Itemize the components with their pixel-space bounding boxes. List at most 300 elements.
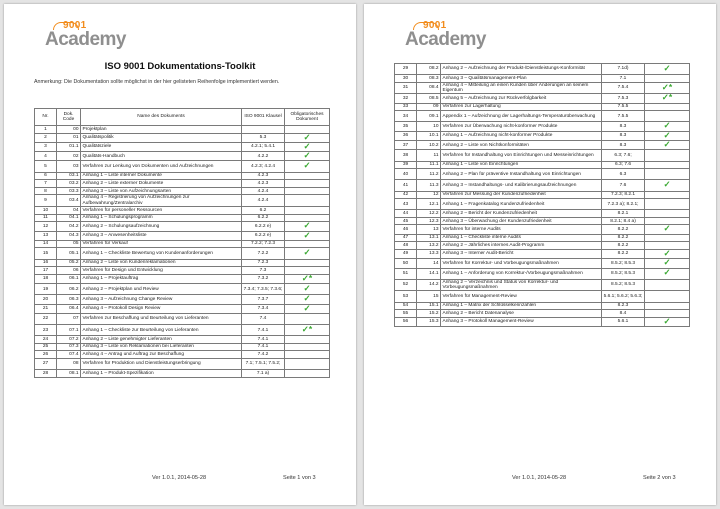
cell-nr: 24	[35, 336, 57, 344]
table-row	[35, 187, 330, 195]
cell-obligatory	[645, 94, 690, 103]
cell-nr: 2	[35, 133, 57, 142]
cell-code: 12.1	[417, 199, 441, 210]
cell-obligatory	[645, 259, 690, 268]
cell-code: 01.1	[57, 142, 81, 151]
cell-obligatory	[285, 295, 330, 304]
academy-logo	[45, 20, 125, 54]
cell-code: 11.1	[417, 161, 441, 169]
cell-name: Anhang 4 – Mitteilung an einen Kunden über Änderungen an seinem Eigentum	[441, 82, 602, 94]
cell-klausel: 7.5.5	[602, 103, 645, 111]
table-row	[395, 279, 690, 291]
cell-code: 08.2	[417, 64, 441, 75]
cell-nr: 13	[35, 231, 57, 240]
cell-name: Verfahren zur Messung der Kundenzufriedenheit	[441, 191, 602, 199]
cell-klausel: 8.3	[602, 122, 645, 131]
cell-obligatory	[645, 249, 690, 258]
cell-obligatory	[285, 240, 330, 248]
cell-nr: 54	[395, 302, 417, 310]
table-row	[35, 222, 330, 231]
checkmark-icon: ✓*	[661, 93, 673, 103]
cell-klausel: 6.3	[602, 169, 645, 180]
cell-klausel: 7.3.4	[242, 304, 285, 313]
cell-code: 06.3	[57, 295, 81, 304]
table-row	[35, 240, 330, 248]
table-row	[35, 214, 330, 222]
cell-nr: 34	[395, 111, 417, 122]
cell-klausel: 4.2.3	[242, 180, 285, 188]
cell-code: 07.2	[57, 336, 81, 344]
cell-nr: 41	[395, 180, 417, 191]
cell-nr: 49	[395, 249, 417, 258]
cell-klausel: 7.1; 7.5.1; 7.5.2;	[242, 359, 285, 370]
checkmark-icon: ✓	[663, 131, 671, 140]
cell-obligatory	[645, 225, 690, 234]
checkmark-icon: ✓	[303, 304, 311, 313]
cell-klausel: 8.2.3	[602, 302, 645, 310]
checkmark-icon: ✓	[663, 258, 671, 268]
cell-code: 04.2	[57, 222, 81, 231]
cell-obligatory	[645, 103, 690, 111]
cell-name: Verfahren für Instandhaltung von Einrichtungen und Messeinrichtungen	[441, 150, 602, 161]
cell-code: 07.4	[57, 351, 81, 359]
cell-obligatory	[645, 161, 690, 169]
cell-nr: 29	[395, 64, 417, 75]
cell-name: Verfahren zur Überwachung nicht-konformer Produkte	[441, 122, 602, 131]
cell-obligatory	[285, 231, 330, 240]
cell-name: Anhang 3 – Anwesenheitsliste	[81, 231, 242, 240]
cell-name: Verfahren für interne Audits	[441, 225, 602, 234]
cell-klausel: 7.3.2	[242, 274, 285, 283]
table-row	[395, 259, 690, 268]
cell-obligatory	[645, 122, 690, 131]
cell-obligatory	[285, 313, 330, 324]
cell-nr: 26	[35, 351, 57, 359]
cell-name: Anhang 3 – Überwachung der Kundenzufriedenheit	[441, 217, 602, 225]
cell-klausel: 7.4.1	[242, 336, 285, 344]
page-title: ISO 9001 Dokumentations-Toolkit	[104, 61, 256, 72]
checkmark-icon: ✓	[663, 224, 671, 234]
cell-name: Anhang 2 – Schulungsaufzeichnung	[81, 222, 242, 231]
table-row	[395, 64, 690, 75]
cell-name: Verfahren für Produktion und Dienstleistungserbringung	[81, 359, 242, 370]
cell-obligatory	[285, 259, 330, 267]
table-row	[35, 207, 330, 215]
table-row	[35, 359, 330, 370]
checkmark-icon: ✓	[303, 133, 311, 142]
cell-nr: 8	[35, 187, 57, 195]
cell-name: Verfahren zur Lagerhaltung	[441, 103, 602, 111]
cell-klausel: 8.2.2	[602, 242, 645, 250]
cell-code: 00	[57, 126, 81, 134]
table-row	[395, 310, 690, 318]
cell-klausel: 7.1	[602, 75, 645, 83]
cell-klausel: 7.3.7	[242, 295, 285, 304]
cell-nr: 6	[35, 172, 57, 180]
cell-code: 08.5	[417, 94, 441, 103]
checkmark-icon: ✓	[663, 317, 671, 326]
cell-code: 01	[57, 133, 81, 142]
cell-name: Anhang 1 – Aufzeichnung nicht-konformer Produkte	[441, 131, 602, 140]
cell-code: 13.3	[417, 249, 441, 258]
cell-klausel: 8.3	[602, 141, 645, 150]
cell-name: Anhang 3 – Qualitätsmanagement-Plan	[441, 75, 602, 83]
cell-obligatory	[645, 310, 690, 318]
cell-nr: 22	[35, 313, 57, 324]
cell-code: 13	[417, 225, 441, 234]
table-row	[395, 225, 690, 234]
cell-obligatory	[285, 195, 330, 207]
cell-code: 06	[57, 267, 81, 275]
cell-code: 13.1	[417, 234, 441, 242]
cell-nr: 20	[35, 295, 57, 304]
cell-klausel: 8.5.2; 8.5.3	[602, 268, 645, 279]
cell-obligatory	[285, 325, 330, 336]
cell-obligatory	[285, 284, 330, 295]
cell-nr: 51	[395, 268, 417, 279]
cell-klausel: 8.4	[602, 310, 645, 318]
cell-obligatory	[285, 214, 330, 222]
cell-obligatory	[645, 317, 690, 326]
cell-name: Qualitäts-Handbuch	[81, 152, 242, 161]
cell-code: 11.2	[417, 169, 441, 180]
cell-code: 02	[57, 152, 81, 161]
cell-klausel: 7.4	[242, 313, 285, 324]
table-row	[35, 304, 330, 313]
table-row	[395, 302, 690, 310]
cell-klausel: 7.2.3	[242, 259, 285, 267]
table-row	[395, 169, 690, 180]
cell-obligatory	[285, 207, 330, 215]
cell-obligatory	[285, 187, 330, 195]
table-row	[395, 317, 690, 326]
cell-obligatory	[285, 126, 330, 134]
cell-code: 10.2	[417, 141, 441, 150]
checkmark-icon: ✓	[303, 283, 311, 294]
cell-klausel: 7.4.1	[242, 325, 285, 336]
cell-obligatory	[645, 291, 690, 302]
cell-code: 15	[417, 291, 441, 302]
cell-obligatory	[285, 359, 330, 370]
table-row	[395, 75, 690, 83]
cell-code: 07.1	[57, 325, 81, 336]
cell-nr: 7	[35, 180, 57, 188]
table-row	[395, 242, 690, 250]
cell-code: 14.1	[417, 268, 441, 279]
cell-obligatory	[285, 161, 330, 172]
table-row	[35, 336, 330, 344]
cell-klausel: 5.6.1	[602, 317, 645, 326]
checkmark-icon: ✓*	[301, 324, 313, 334]
cell-name: Anhang 2 – Bericht Datenanalyse	[441, 310, 602, 318]
cell-klausel: 8.2.2	[602, 234, 645, 242]
table-row	[35, 259, 330, 267]
cell-name: Anhang 3 – Liste von Aufzeichnungsarten	[81, 187, 242, 195]
cell-klausel: 6.2	[242, 207, 285, 215]
document-page-2	[364, 4, 716, 505]
table-row	[35, 343, 330, 351]
cell-nr: 44	[395, 210, 417, 218]
cell-obligatory	[645, 169, 690, 180]
checkmark-icon: ✓	[663, 179, 671, 190]
cell-code: 15.3	[417, 317, 441, 326]
cell-klausel: 8.2.1	[602, 210, 645, 218]
cell-obligatory	[645, 141, 690, 150]
cell-nr: 19	[35, 284, 57, 295]
cell-nr: 37	[395, 141, 417, 150]
cell-klausel: 6.3; 7.6	[602, 161, 645, 169]
footer-version: Ver 1.0.1, 2014-05-28	[152, 475, 207, 481]
cell-obligatory	[285, 180, 330, 188]
cell-obligatory	[645, 242, 690, 250]
table-row	[35, 325, 330, 336]
checkmark-icon: ✓	[663, 140, 671, 150]
cell-code: 08.3	[417, 75, 441, 83]
checkmark-icon: ✓	[303, 294, 311, 304]
cell-nr: 39	[395, 161, 417, 169]
cell-klausel: 8.2.2	[602, 225, 645, 234]
cell-nr: 28	[35, 370, 57, 378]
table-row	[395, 150, 690, 161]
table-row	[395, 291, 690, 302]
table-row	[35, 161, 330, 172]
cell-name: Anhang 2 – Plan für präventive Instandhaltung von Einrichtungen	[441, 169, 602, 180]
cell-name: Verfahren für Korrektur- und Vorbeugungsmaßnahmen	[441, 259, 602, 268]
cell-obligatory	[285, 142, 330, 151]
footer-version: Ver 1.0.1, 2014-05-28	[512, 475, 567, 481]
cell-nr: 5	[35, 161, 57, 172]
cell-name: Anhang 1 – Produkt-Spezifikation	[81, 370, 242, 378]
cell-nr: 9	[35, 195, 57, 207]
cell-name: Qualitätsziele	[81, 142, 242, 151]
cell-klausel: 6.2.2 e)	[242, 231, 285, 240]
cell-obligatory	[645, 217, 690, 225]
table-row	[395, 94, 690, 103]
cell-code: 11.3	[417, 180, 441, 191]
cell-obligatory	[285, 267, 330, 275]
cell-nr: 15	[35, 248, 57, 259]
cell-code: 10	[417, 122, 441, 131]
cell-name: Anhang 5 – Aufzeichnung zur Rückverfolgbarkeit	[441, 94, 602, 103]
cell-nr: 10	[35, 207, 57, 215]
cell-name: Verfahren für Verkauf	[81, 240, 242, 248]
cell-obligatory	[645, 180, 690, 191]
cell-name: Anhang 1 – Liste interner Dokumente	[81, 172, 242, 180]
cell-nr: 14	[35, 240, 57, 248]
cell-code: 15.1	[417, 302, 441, 310]
cell-obligatory	[285, 222, 330, 231]
logo-top-text: 9001	[63, 20, 87, 31]
cell-name: Verfahren zur Lenkung von Dokumenten und Aufzeichnungen	[81, 161, 242, 172]
cell-obligatory	[285, 351, 330, 359]
cell-nr: 32	[395, 94, 417, 103]
cell-name: Anhang 3 – Interner Audit-Bericht	[441, 249, 602, 258]
header-code: Dok. Code	[57, 109, 81, 126]
checkmark-icon: ✓	[303, 151, 311, 161]
checkmark-icon: ✓	[663, 268, 671, 278]
cell-name: Anhang 2 – Bericht der Kundenzufriedenheit	[441, 210, 602, 218]
cell-name: Anhang 2 – Jährliches internes Audit-Programm	[441, 242, 602, 250]
cell-code: 05	[57, 240, 81, 248]
checkmark-icon: ✓*	[661, 82, 673, 92]
cell-nr: 16	[35, 259, 57, 267]
checkmark-icon: ✓	[303, 142, 311, 151]
cell-obligatory	[285, 172, 330, 180]
cell-obligatory	[285, 370, 330, 378]
cell-nr: 33	[395, 103, 417, 111]
cell-obligatory	[645, 64, 690, 75]
cell-nr: 18	[35, 274, 57, 283]
cell-name: Anhang 4 – Protokoll Design Review	[81, 304, 242, 313]
cell-code: 14	[417, 259, 441, 268]
table-row	[35, 133, 330, 142]
cell-klausel: 6.2.2	[242, 214, 285, 222]
table-row	[395, 199, 690, 210]
cell-nr: 1	[35, 126, 57, 134]
cell-name: Verfahren zur Beschaffung und Beurteilung von Lieferanten	[81, 313, 242, 324]
cell-nr: 38	[395, 150, 417, 161]
cell-klausel: 7.4.1	[242, 343, 285, 351]
cell-name: Anhang 2 – Verzeichnis und Status von Korrektur- und Vorbeugungsmaßnahmen	[441, 279, 602, 291]
cell-nr: 42	[395, 191, 417, 199]
table-row	[35, 248, 330, 259]
cell-name: Anhang 2 – Liste externer Dokumente	[81, 180, 242, 188]
cell-code: 06.1	[57, 274, 81, 283]
documents-table-2	[394, 63, 690, 327]
cell-name: Anhang 1 – Checkliste Bewertung von Kundenanforderungen	[81, 248, 242, 259]
checkmark-icon: ✓	[663, 121, 671, 131]
table-row	[35, 142, 330, 151]
cell-klausel: 4.2.2	[242, 152, 285, 161]
table-row	[395, 234, 690, 242]
cell-klausel: 7.2.2	[242, 248, 285, 259]
cell-nr: 27	[35, 359, 57, 370]
cell-code: 05.2	[57, 259, 81, 267]
cell-name: Verfahren für Management-Review	[441, 291, 602, 302]
cell-klausel: 4.2.4	[242, 195, 285, 207]
table-row	[395, 131, 690, 140]
cell-code: 04.3	[57, 231, 81, 240]
documents-table-1	[34, 108, 330, 378]
cell-code: 12.2	[417, 210, 441, 218]
cell-nr: 21	[35, 304, 57, 313]
cell-klausel: 7.5.3	[602, 94, 645, 103]
cell-name: Anhang 1 – Checkliste interne Audits	[441, 234, 602, 242]
cell-nr: 4	[35, 152, 57, 161]
table-row	[35, 172, 330, 180]
cell-nr: 40	[395, 169, 417, 180]
table-row	[35, 267, 330, 275]
cell-code: 14.2	[417, 279, 441, 291]
cell-name: Anhang 4 – Registrierung von Aufzeichnungen zur Aufbewahrung/Zentralarchiv	[81, 195, 242, 207]
cell-code: 04.1	[57, 214, 81, 222]
cell-name: Anhang 1 – Fragenkatalog Kundenzufriedenheit	[441, 199, 602, 210]
header-klausel: ISO 9001 Klausel	[242, 109, 285, 126]
checkmark-icon: ✓	[303, 221, 311, 231]
cell-obligatory	[645, 191, 690, 199]
cell-obligatory	[645, 268, 690, 279]
note-text: Anmerkung: Die Dokumentation sollte möglichst in der hier gelisteten Reihenfolge implementiert werden.	[34, 79, 280, 85]
cell-code: 03.2	[57, 180, 81, 188]
cell-code: 08.1	[57, 370, 81, 378]
cell-klausel: 8.5.2; 8.5.3	[602, 259, 645, 268]
footer-page-number: Seite 1 von 3	[283, 475, 316, 481]
table-row	[35, 180, 330, 188]
cell-nr: 55	[395, 310, 417, 318]
cell-klausel: 7.6	[602, 180, 645, 191]
cell-name: Qualitätspolitik	[81, 133, 242, 142]
cell-obligatory	[645, 199, 690, 210]
cell-name: Anhang 3 – Instandhaltungs- und Kalibrierungsaufzeichnungen	[441, 180, 602, 191]
header-nr: Nr.	[35, 109, 57, 126]
cell-name: Anhang 2 – Liste genehmigter Lieferanten	[81, 336, 242, 344]
cell-nr: 50	[395, 259, 417, 268]
cell-name: Anhang 1 – Liste von Einrichtungen	[441, 161, 602, 169]
table-row	[35, 370, 330, 378]
cell-klausel: 8.2.2	[602, 249, 645, 258]
table-row	[35, 126, 330, 134]
cell-nr: 25	[35, 343, 57, 351]
checkmark-icon: ✓	[303, 231, 311, 240]
cell-obligatory	[285, 336, 330, 344]
cell-klausel: 7.5.4	[602, 82, 645, 94]
cell-klausel: 7.2.3 a); 8.2.1;	[602, 199, 645, 210]
table-row	[35, 231, 330, 240]
cell-code: 12	[417, 191, 441, 199]
cell-obligatory	[285, 152, 330, 161]
cell-code: 06.4	[57, 304, 81, 313]
cell-obligatory	[645, 210, 690, 218]
cell-nr: 12	[35, 222, 57, 231]
table-header-row	[35, 109, 330, 126]
cell-nr: 23	[35, 325, 57, 336]
cell-obligatory	[645, 75, 690, 83]
cell-code: 10.1	[417, 131, 441, 140]
table-row	[395, 268, 690, 279]
cell-obligatory	[285, 343, 330, 351]
cell-name: Anhang 2 – Liste von Nichtkonformitäten	[441, 141, 602, 150]
cell-name: Anhang 2 – Aufzeichnung der Produkt-/Dienstleistungs-Konformität	[441, 64, 602, 75]
cell-klausel: 8.2.1; 8.4 a)	[602, 217, 645, 225]
table-row	[395, 249, 690, 258]
cell-code: 07.3	[57, 343, 81, 351]
cell-klausel: 7.2.3; 8.2.1	[602, 191, 645, 199]
checkmark-icon: ✓	[303, 247, 311, 258]
table-row	[395, 180, 690, 191]
cell-nr: 46	[395, 225, 417, 234]
cell-nr: 45	[395, 217, 417, 225]
cell-nr: 35	[395, 122, 417, 131]
cell-code: 15.2	[417, 310, 441, 318]
footer-page-number: Seite 2 von 3	[643, 475, 676, 481]
cell-obligatory	[285, 248, 330, 259]
checkmark-icon: ✓*	[301, 274, 313, 283]
table-row	[395, 103, 690, 111]
checkmark-icon: ✓	[663, 63, 671, 73]
cell-klausel: 8.3	[602, 131, 645, 140]
cell-klausel: 5.3	[242, 133, 285, 142]
cell-code: 06.2	[57, 284, 81, 295]
cell-name: Anhang 2 – Projektplan und Review	[81, 284, 242, 295]
cell-name: Anhang 1 – Matrix der Schlüsselkennzahlen	[441, 302, 602, 310]
cell-klausel: 6.2.2 e)	[242, 222, 285, 231]
cell-klausel: 4.2.1; 5.4.1	[242, 142, 285, 151]
cell-name: Appendix 1 – Aufzeichnung der Lagerhaltungs-Temperaturüberwachung	[441, 111, 602, 122]
cell-nr: 43	[395, 199, 417, 210]
cell-nr: 3	[35, 142, 57, 151]
cell-nr: 52	[395, 279, 417, 291]
cell-name: Anhang 1 – Anforderung von Korrektur-/Vorbeugungsmaßnahmen	[441, 268, 602, 279]
